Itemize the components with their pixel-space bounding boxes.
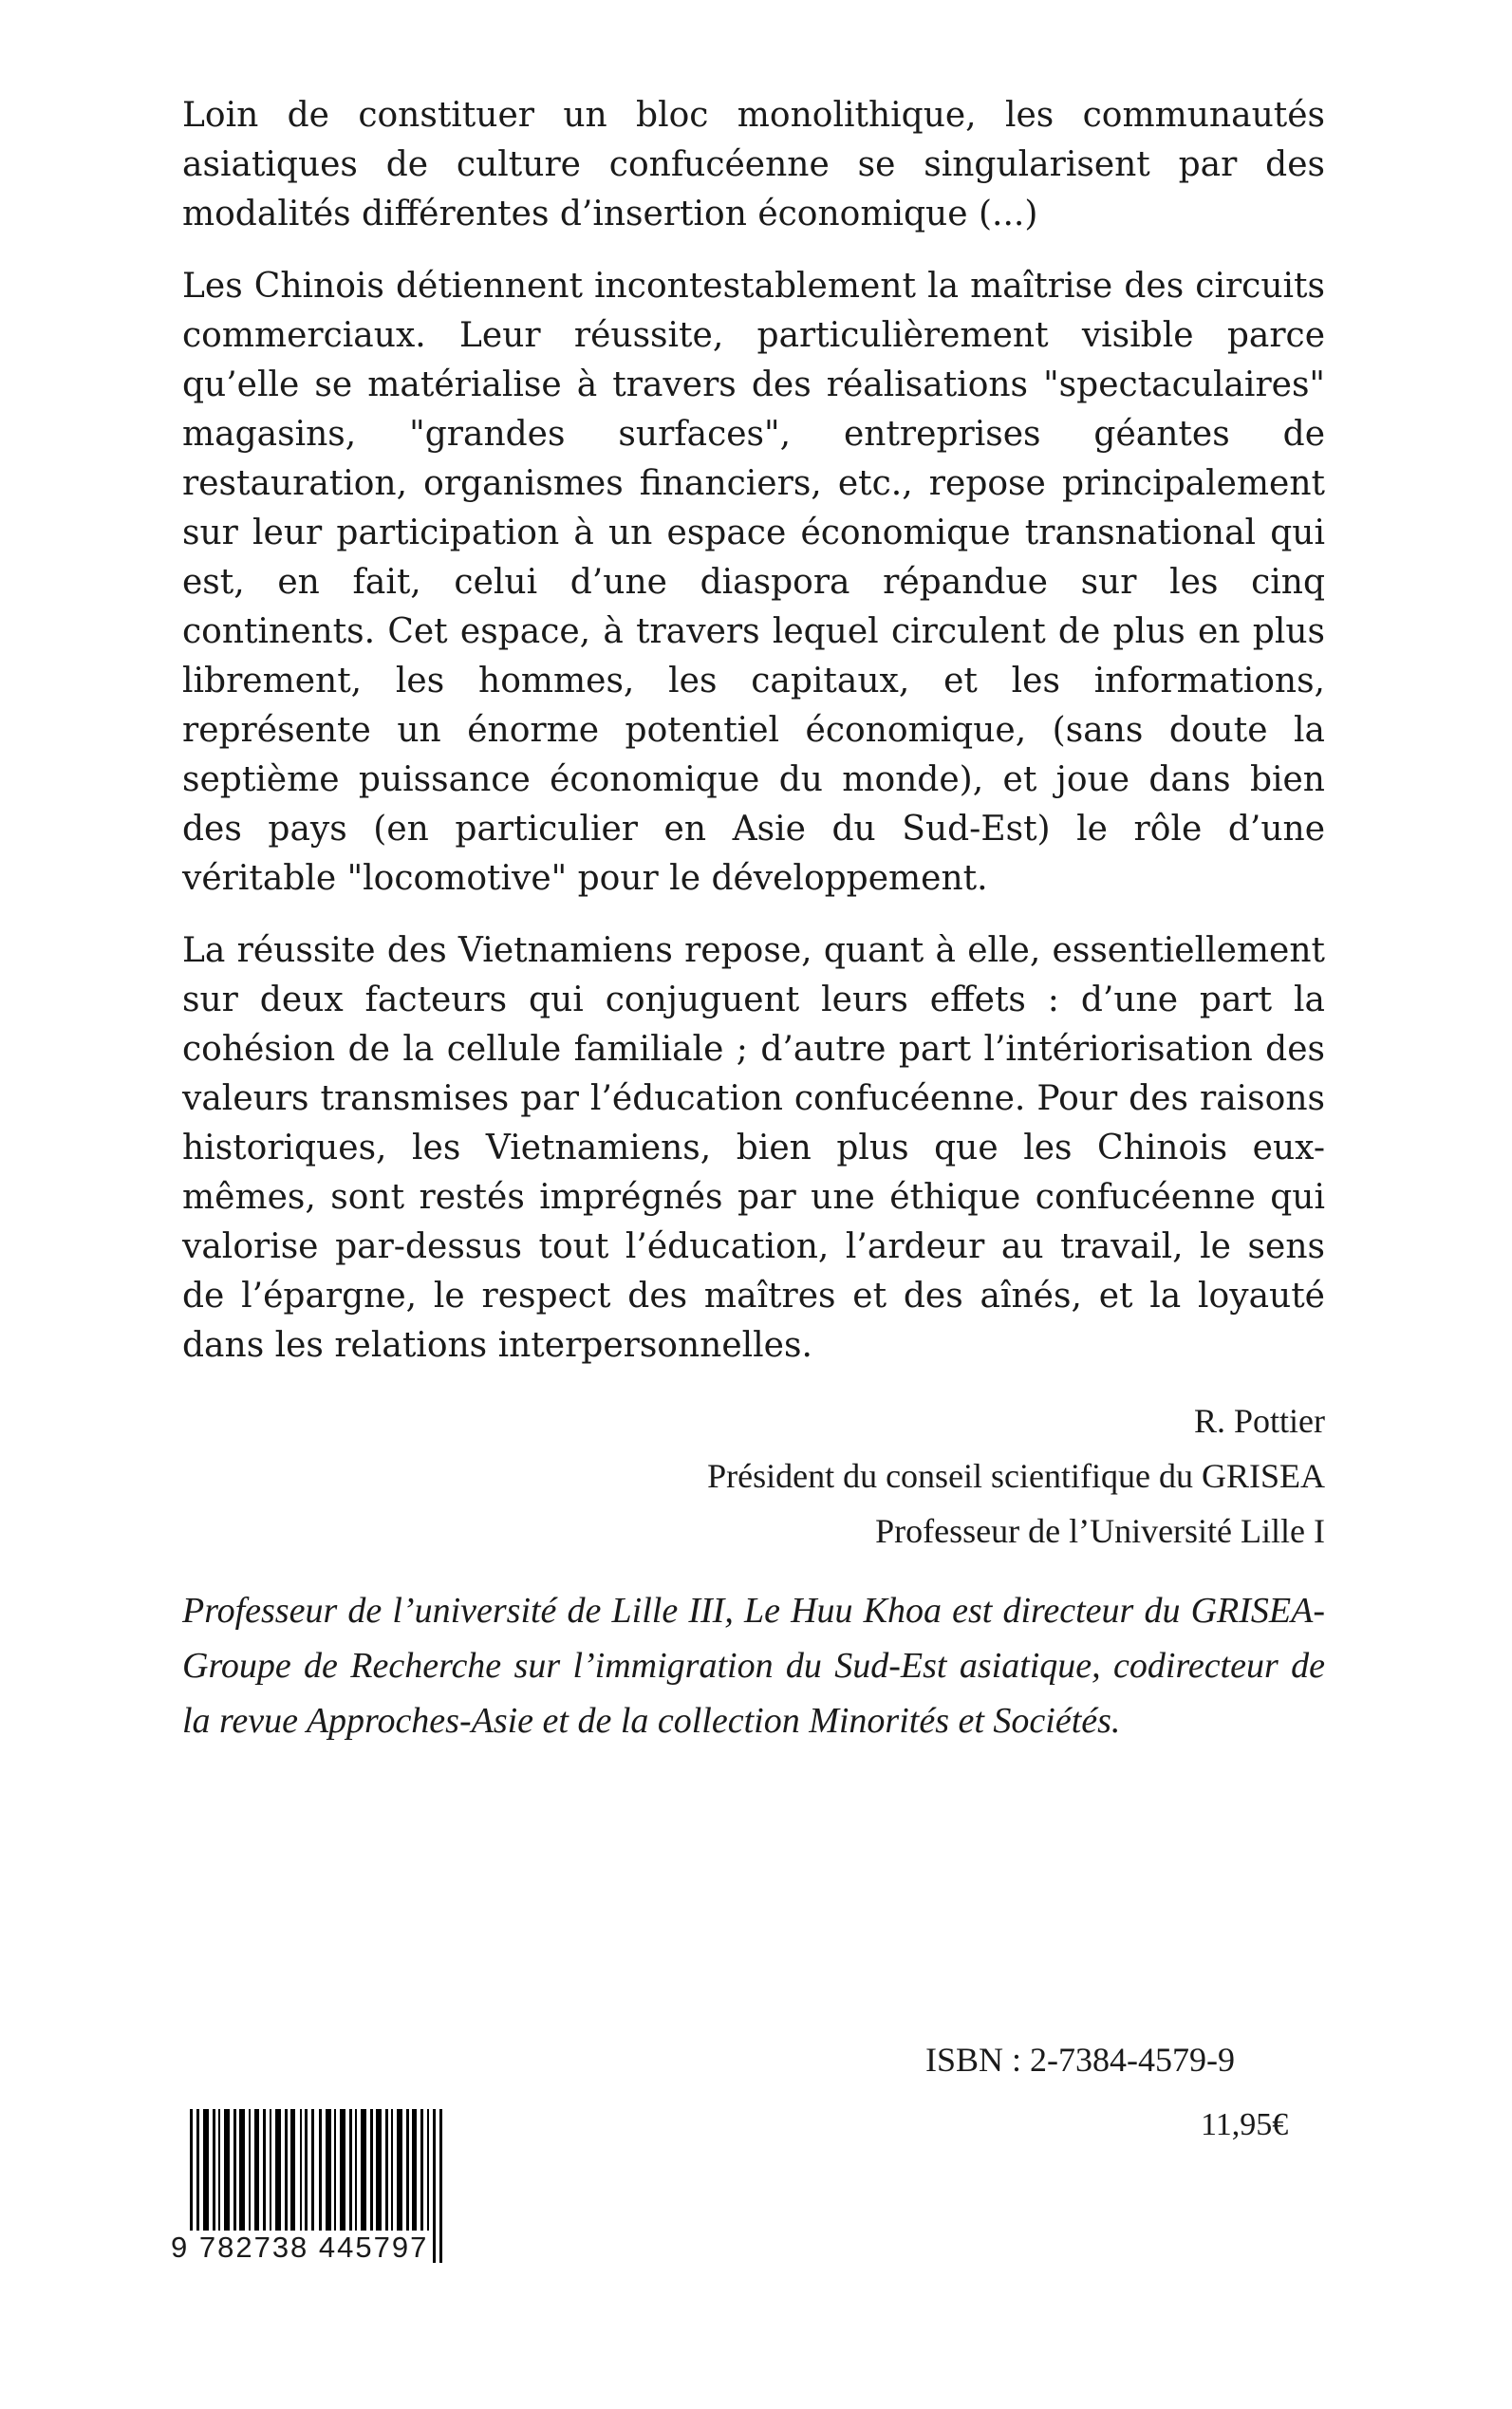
paragraph-chinois: Les Chinois détiennent incontestablement la maîtrise des circuits commerciaux. Leur réussite, particulièrement visible parce qu’elle se matérialise à travers des réalisations "spectaculaires" magasins, "grandes surfaces", entreprises géantes de restauration, organismes financiers, etc., repose principalement sur leur participation à un espace économique transnational qui est, en fait, celui d’une diaspora répandue sur les cinq continents. Cet espace, à travers lequel circulent de plus en plus librement, les hommes, les capitaux, et les informations, représente un énorme potentiel économique, (sans doute la septième puissance économique du monde), et joue dans bien des pays (en particulier en Asie du Sud-Est) le rôle d’une véritable "locomotive" pour le développement. xyxy=(182,267,1325,898)
signature-block xyxy=(182,1393,1325,1559)
signature-name: R. Pottier xyxy=(1193,1402,1325,1440)
back-cover-text xyxy=(182,91,1325,1748)
signature-role-professor: Professeur de l’Université Lille I xyxy=(875,1512,1325,1550)
signature-role-president: Président du conseil scientifique du GRISEA xyxy=(707,1457,1325,1495)
barcode-digits: 9 782738 445797 xyxy=(171,2231,429,2264)
isbn-label: ISBN : 2-7384-4579-9 xyxy=(925,2041,1235,2079)
paragraph-intro: Loin de constituer un bloc monolithique, les communautés asiatiques de culture confucéenne se singularisent par des modalités différentes d’insertion économique (...) xyxy=(182,96,1325,233)
barcode xyxy=(169,2109,475,2269)
price-label: 11,95€ xyxy=(1201,2107,1289,2142)
author-bio: Professeur de l’université de Lille III, Le Huu Khoa est directeur du GRISEA-Groupe de Recherche sur l’immigration du Sud-Est asiatique, codirecteur de la revue Approches-Asie et de la collection Minorités et Sociétés. xyxy=(182,1591,1325,1741)
paragraph-vietnamiens: La réussite des Vietnamiens repose, quant à elle, essentiellement sur deux facteurs qui conjuguent leurs effets : d’une part la cohésion de la cellule familiale ; d’autre part l’intériorisation des valeurs transmises par l’éducation confucéenne. Pour des raisons historiques, les Vietnamiens, bien plus que les Chinois eux-mêmes, sont restés imprégnés par une éthique confucéenne qui valorise par-dessus tout l’éducation, l’ardeur au travail, le sens de l’épargne, le respect des maîtres et des aînés, et la loyauté dans les relations interpersonnelles. xyxy=(182,931,1325,1365)
